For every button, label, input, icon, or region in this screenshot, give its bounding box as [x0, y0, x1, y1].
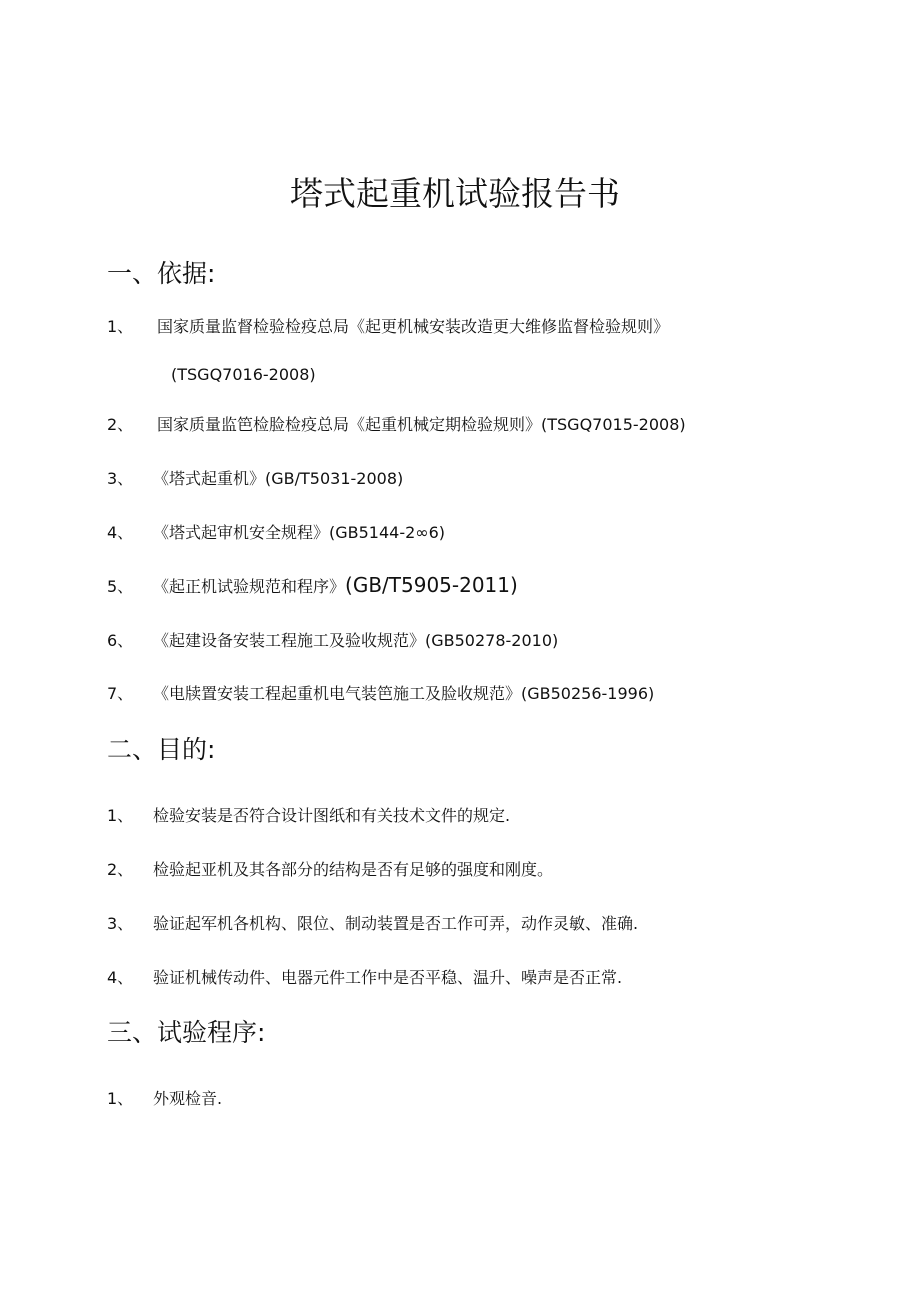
- list-item: [107, 574, 518, 598]
- section-heading-purpose: 二、目的:: [107, 735, 216, 764]
- item-text: 检验安装是否符合设计图纸和有关技术文件的规定.: [153, 806, 511, 825]
- item-text: 《起建设备安装工程施工及验收规范》(GB50278-2010): [153, 631, 559, 650]
- list-item: [107, 683, 654, 705]
- list-item: [107, 522, 445, 544]
- item-number: 2、: [107, 860, 134, 879]
- item-number: 3、: [107, 469, 134, 488]
- item-text: 《塔式起审机安全规程》(GB5144-2∞6): [153, 523, 446, 542]
- item-text: 《起正机试验规范和程序》: [153, 577, 346, 596]
- item-number: 7、: [107, 684, 134, 703]
- item-text: 验证起军机各机构、限位、制动装置是否工作可弄，动作灵敏、准确.: [153, 914, 639, 933]
- item-number: 2、: [107, 415, 134, 434]
- item-number: 3、: [107, 914, 134, 933]
- list-item: [107, 630, 558, 652]
- item-number: 4、: [107, 523, 134, 542]
- list-item: [107, 1088, 222, 1110]
- list-item: [107, 805, 510, 827]
- item-text: 检验起亚机及其各部分的结构是否有足够的强度和刚度。: [153, 860, 554, 879]
- list-item: [107, 859, 553, 881]
- item-number: 1、: [107, 317, 134, 336]
- section-heading-procedure: 三、试验程序:: [107, 1018, 266, 1047]
- item-text: 国家质量监笆检脸检疫总局《起重机械定期检验规则》(TSGQ7015-2008): [157, 415, 686, 434]
- list-item: [107, 468, 403, 490]
- item-text: 《塔式起重机》(GB/T5031-2008): [153, 469, 404, 488]
- list-item: [107, 967, 622, 989]
- item-number: 1、: [107, 1089, 134, 1108]
- item-text-continuation: (TSGQ7016-2008): [171, 365, 316, 384]
- list-item: [107, 316, 669, 338]
- document-title: 塔式起重机试验报告书: [290, 174, 620, 213]
- item-number: 4、: [107, 968, 134, 987]
- list-item: [107, 913, 638, 935]
- item-number: 1、: [107, 806, 134, 825]
- item-text: 验证机械传动件、电器元件工作中是否平稳、温升、噪声是否正常.: [153, 968, 623, 987]
- section-heading-basis: 一、依据:: [107, 259, 216, 288]
- item-text: 《电牍置安装工程起重机电气装笆施工及脸收规范》(GB50256-1996): [153, 684, 655, 703]
- item-text: 国家质量监督检验检疫总局《起更机械安装改造更大维修监督检验规则》: [157, 317, 670, 336]
- item-number: 6、: [107, 631, 134, 650]
- item-number: 5、: [107, 577, 134, 596]
- list-item: [107, 414, 686, 436]
- item-text: 外观检音.: [153, 1089, 223, 1108]
- item-text-standard-code: (GB/T5905-2011): [345, 573, 518, 597]
